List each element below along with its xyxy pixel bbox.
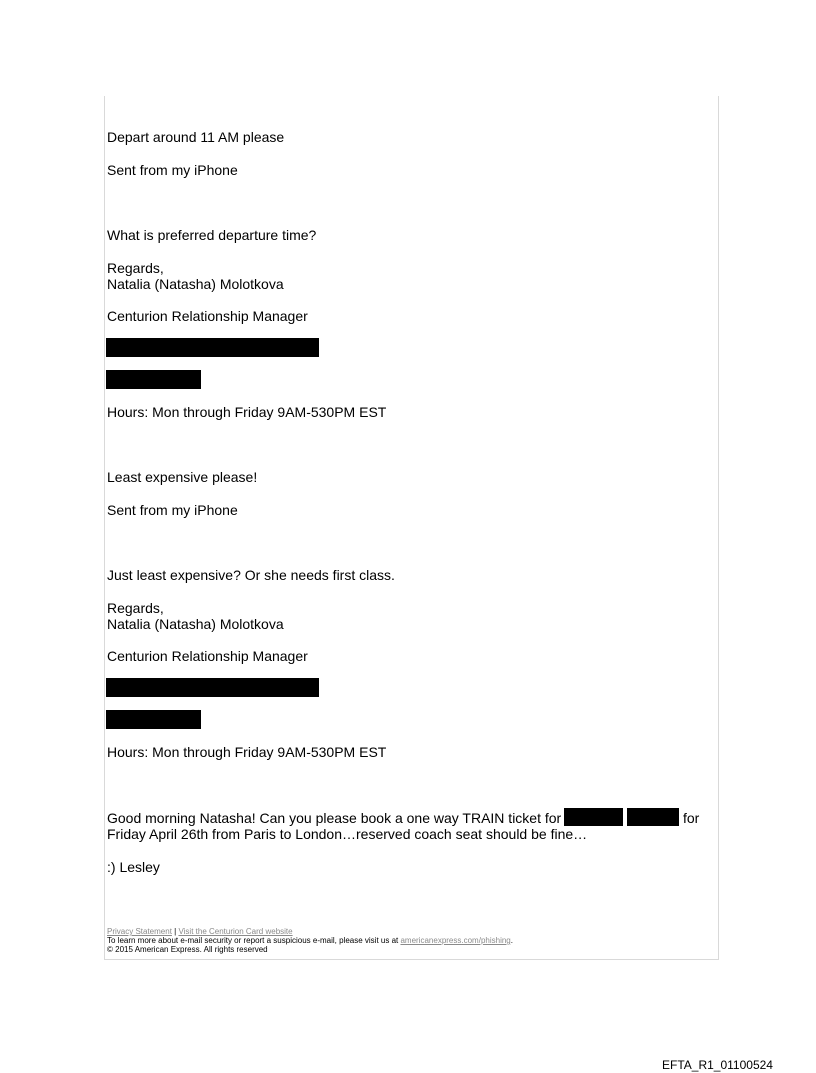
signature: :) Lesley (107, 859, 160, 875)
signature: Sent from my iPhone (107, 502, 238, 518)
sender-title: Centurion Relationship Manager (107, 308, 308, 324)
sender-title: Centurion Relationship Manager (107, 648, 308, 664)
office-hours: Hours: Mon through Friday 9AM-530PM EST (107, 404, 387, 420)
message-body: Depart around 11 AM please (107, 129, 285, 145)
phishing-link[interactable]: americanexpress.com/phishing (400, 936, 511, 945)
message-body-line-1: Good morning Natasha! Can you please book a one way TRAIN ticket for (107, 810, 562, 826)
signature: Sent from my iPhone (107, 162, 238, 178)
redaction-block (106, 338, 319, 357)
period: . (510, 936, 513, 945)
centurion-website-link[interactable]: Visit the Centurion Card website (178, 927, 293, 936)
message-body: Least expensive please! (107, 469, 258, 485)
message-body: Just least expensive? Or she needs first class. (107, 567, 395, 583)
privacy-statement-link[interactable]: Privacy Statement (107, 927, 172, 936)
redaction-block (564, 808, 623, 826)
sender-name: Natalia (Natasha) Molotkova (107, 616, 284, 632)
link-separator: | (171, 927, 179, 936)
redaction-block (106, 370, 201, 389)
message-body: What is preferred departure time? (107, 227, 317, 243)
copyright: © 2015 American Express. All rights reserved (107, 945, 268, 954)
document-id: EFTA_R1_01100524 (662, 1058, 773, 1072)
footer-links (107, 927, 293, 936)
redaction-block (106, 678, 319, 697)
message-body-line-1-end: for (683, 810, 700, 826)
security-notice (107, 936, 513, 945)
message-body-line-2: Friday April 26th from Paris to London…reserved coach seat should be fine… (107, 826, 588, 842)
redaction-block (106, 710, 201, 729)
office-hours: Hours: Mon through Friday 9AM-530PM EST (107, 744, 387, 760)
sender-name: Natalia (Natasha) Molotkova (107, 276, 284, 292)
security-text: To learn more about e-mail security or report a suspicious e-mail, please visit us at (107, 936, 401, 945)
regards-line: Regards, (107, 260, 164, 276)
redaction-block (627, 808, 679, 826)
regards-line: Regards, (107, 600, 164, 616)
